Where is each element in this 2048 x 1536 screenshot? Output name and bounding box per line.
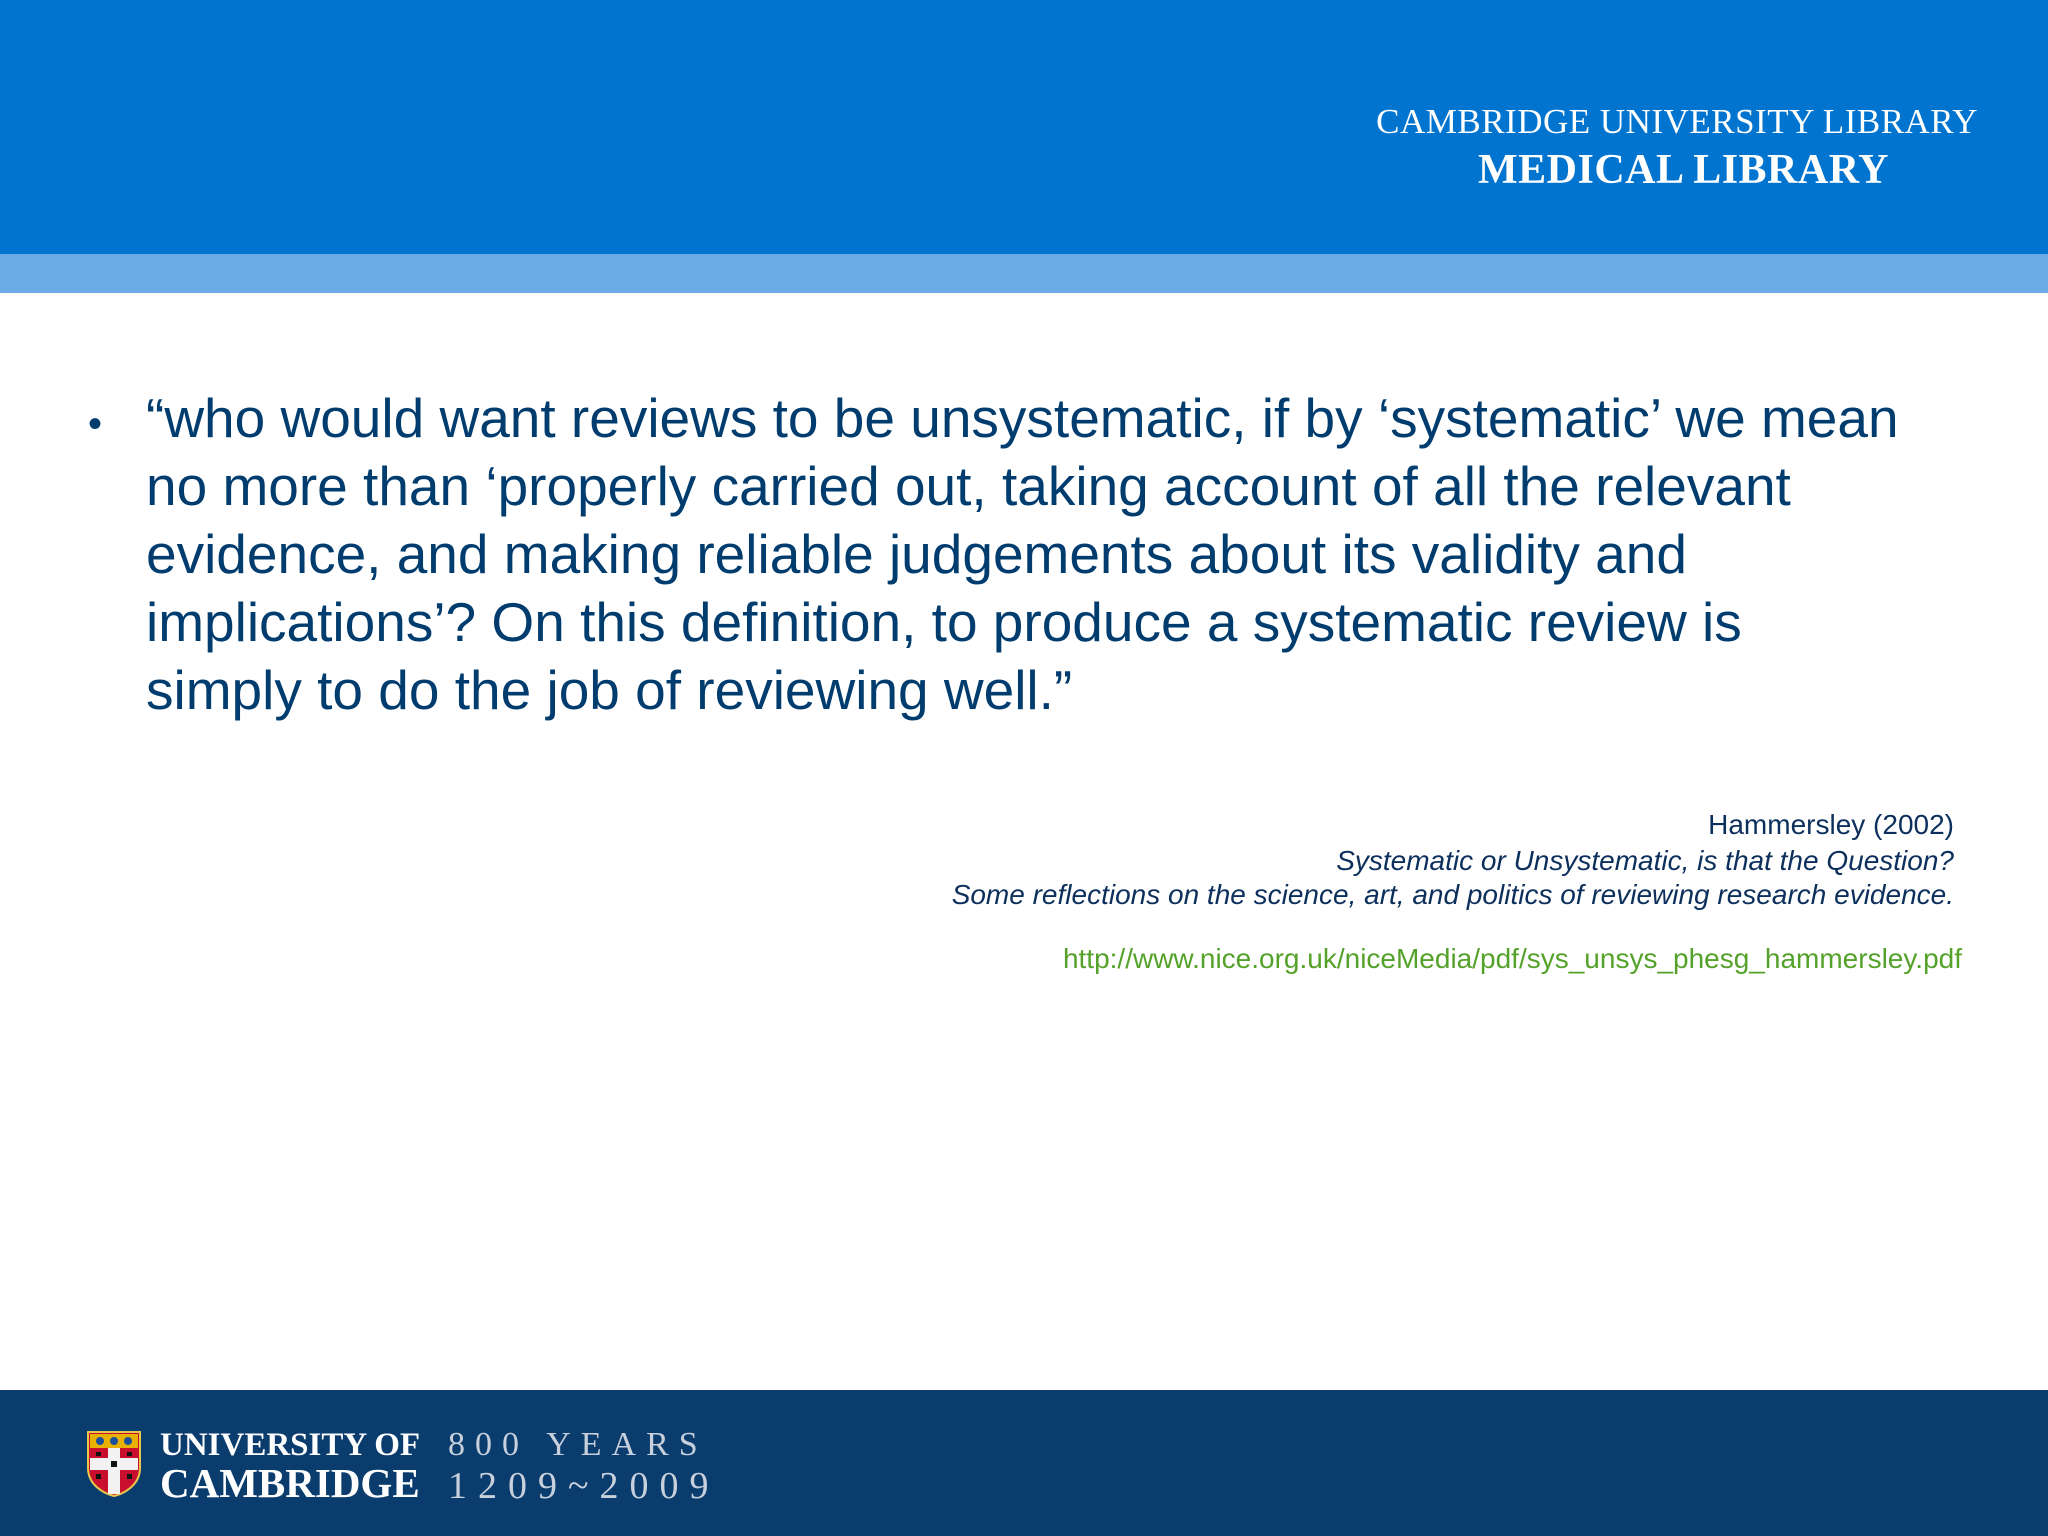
anniversary-dates: 1209~2009	[448, 1465, 720, 1507]
citation-title-line2: Some reflections on the science, art, and politics of reviewing research evidence.	[951, 879, 1954, 910]
footer-band	[0, 1390, 2048, 1536]
quote-line: evidence, and making reliable judgements about its validity and	[146, 523, 1687, 585]
cambridge-crest-icon	[86, 1430, 142, 1498]
citation-author: Hammersley (2002)	[1708, 809, 1954, 840]
university-name-line1: UNIVERSITY OF	[160, 1427, 421, 1463]
quote-line: no more than ‘properly carried out, taking account of all the relevant	[146, 455, 1791, 517]
university-name-line2: CAMBRIDGE	[160, 1460, 420, 1506]
quote-line: “who would want reviews to be unsystematic, if by ‘systematic’ we mean	[146, 387, 1899, 449]
citation-title-line1: Systematic or Unsystematic, is that the Question?	[1336, 845, 1954, 876]
citation	[952, 808, 1954, 912]
quote-line: simply to do the job of reviewing well.”	[146, 659, 1073, 721]
header-band	[0, 0, 2048, 254]
citation-url-link[interactable]: http://www.nice.org.uk/niceMedia/pdf/sys_unsys_phesg_hammersley.pdf	[1062, 943, 1962, 974]
library-subtitle: MEDICAL LIBRARY	[1478, 147, 1889, 193]
header-stripe	[0, 254, 2048, 293]
library-name: CAMBRIDGE UNIVERSITY LIBRARY	[1376, 102, 1978, 141]
bullet-icon: •	[88, 402, 103, 446]
quote-line: implications’? On this definition, to produce a systematic review is	[146, 591, 1742, 653]
anniversary-years-label: 800 YEARS	[448, 1426, 708, 1463]
quote-text	[146, 384, 2046, 724]
